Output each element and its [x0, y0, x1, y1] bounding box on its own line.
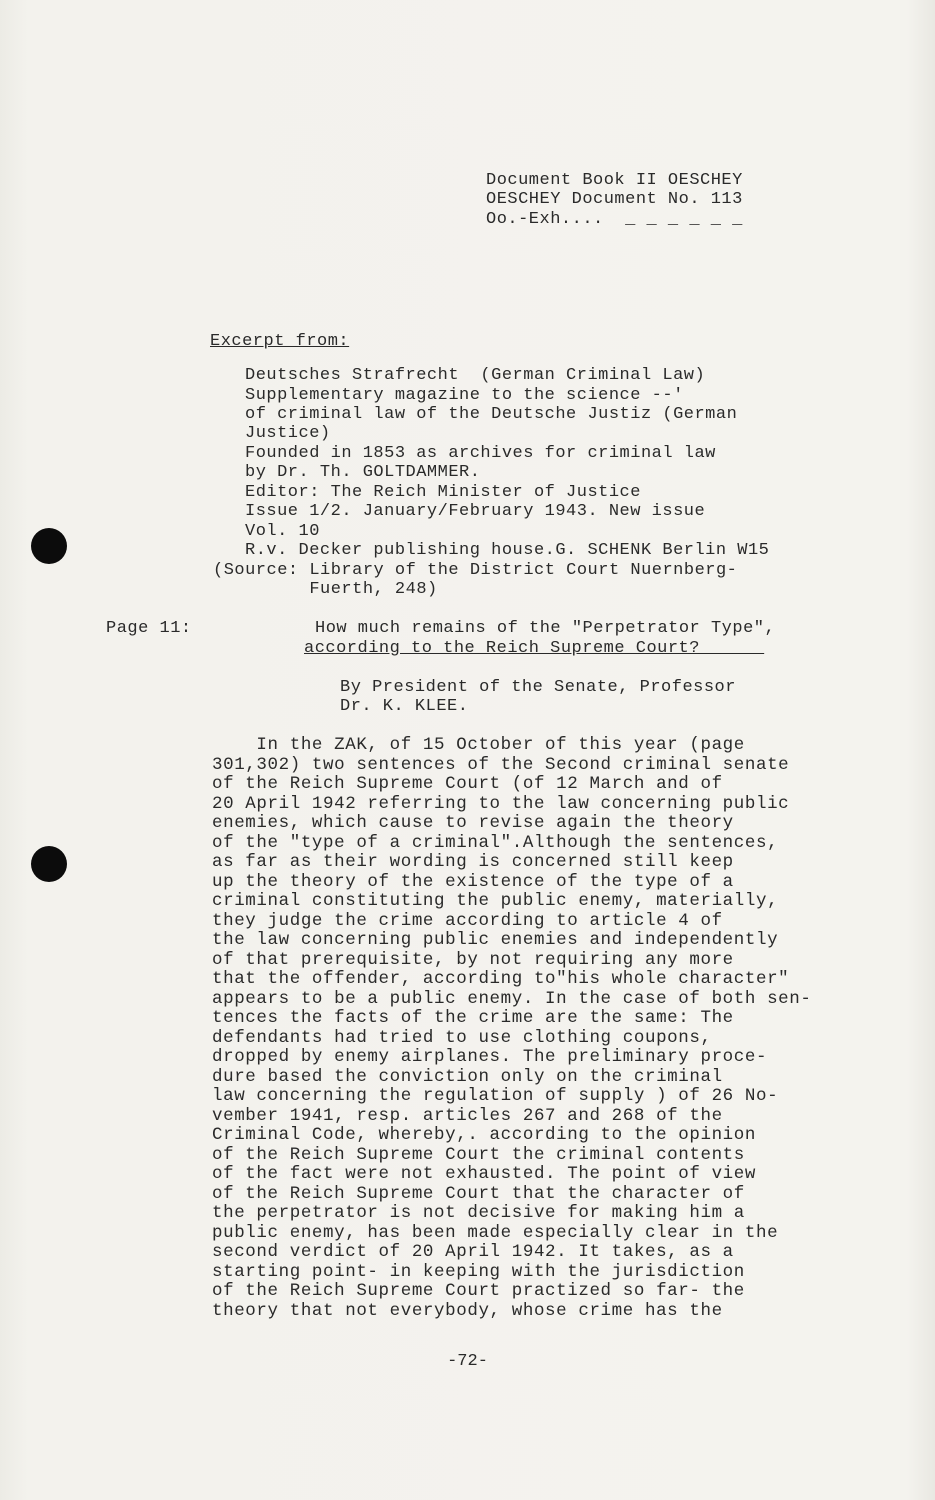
body-line: 301,302) two sentences of the Second criminal senate	[212, 754, 790, 775]
body-line: of that prerequisite, by not requiring any more	[212, 949, 734, 970]
body-line: of the Reich Supreme Court the criminal contents	[212, 1144, 745, 1165]
title-line: according to the Reich Supreme Court? _ _ _	[304, 639, 765, 658]
body-line: they judge the crime according to article 4 of	[212, 910, 723, 931]
body-line: enemies, which cause to revise again the theory	[212, 813, 734, 833]
byline-line: By President of the Senate, Professor	[340, 678, 736, 697]
title-line: How much remains of the "Perpetrator Type",	[315, 619, 776, 638]
body-line: of the fact were not exhausted. The point of view	[212, 1164, 756, 1184]
body-line: dure based the conviction only on the criminal	[212, 1066, 723, 1087]
excerpt-label: Excerpt from:	[210, 332, 350, 351]
source-line: Issue 1/2. January/February 1943. New issue	[245, 502, 706, 521]
source-line: Vol. 10	[245, 522, 320, 541]
body-line: of the Reich Supreme Court (of 12 March and of	[212, 774, 723, 794]
source-line: of criminal law of the Deutsche Justiz (German	[245, 405, 738, 424]
source-line: Deutsches Strafrecht (German Criminal Law)	[245, 366, 706, 385]
body-line: public enemy, has been made especially clear in the	[212, 1222, 779, 1243]
source-line: Editor: The Reich Minister of Justice	[245, 483, 641, 502]
source-line: Justice)	[245, 424, 331, 443]
body-line: criminal constituting the public enemy, materially,	[212, 891, 779, 911]
body-line: defendants had tried to use clothing coupons,	[212, 1027, 712, 1048]
body-line: that the offender, according to"his whole character"	[212, 969, 790, 989]
source-line: (Source: Library of the District Court Nuernberg-	[213, 561, 738, 580]
header-line: Oo.-Exh.... _ _ _ _ _ _	[486, 210, 743, 229]
body-line: 20 April 1942 referring to the law concerning public	[212, 793, 790, 814]
body-line: of the "type of a criminal".Although the sentences,	[212, 832, 779, 853]
body-line: dropped by enemy airplanes. The preliminary proce-	[212, 1047, 768, 1067]
body-line: up the theory of the existence of the type of a	[212, 871, 734, 892]
byline-line: Dr. K. KLEE.	[340, 697, 469, 716]
source-line: Founded in 1853 as archives for criminal law	[245, 444, 716, 463]
body-line: as far as their wording is concerned still keep	[212, 852, 734, 872]
body-line: Criminal Code, whereby,. according to the opinion	[212, 1125, 756, 1145]
body-line: In the ZAK, of 15 October of this year (page	[212, 735, 745, 755]
source-line: Fuerth, 248)	[213, 580, 438, 599]
body-line: starting point- in keeping with the jurisdiction	[212, 1261, 745, 1282]
source-line: by Dr. Th. GOLTDAMMER.	[245, 463, 481, 482]
page-number: -72-	[447, 1352, 488, 1371]
punch-hole-bottom	[31, 846, 67, 882]
punch-hole-top	[31, 528, 67, 564]
header-line: OESCHEY Document No. 113	[486, 190, 743, 209]
source-line: R.v. Decker publishing house.G. SCHENK Berlin W15	[245, 541, 770, 560]
body-line: appears to be a public enemy. In the case of both sen-	[212, 988, 812, 1009]
body-line: law concerning the regulation of supply ) of 26 No-	[212, 1086, 779, 1106]
body-line: vember 1941, resp. articles 267 and 268 of the	[212, 1105, 723, 1126]
body-line: the perpetrator is not decisive for making him a	[212, 1203, 745, 1223]
page-reference: Page 11:	[106, 619, 192, 638]
source-line: Supplementary magazine to the science --'	[245, 386, 684, 405]
header-line: Document Book II OESCHEY	[486, 171, 743, 190]
body-line: second verdict of 20 April 1942. It takes, as a	[212, 1242, 734, 1262]
body-line: tences the facts of the crime are the same: The	[212, 1008, 734, 1028]
body-line: of the Reich Supreme Court practized so far- the	[212, 1281, 745, 1301]
body-line: theory that not everybody, whose crime has the	[212, 1300, 723, 1321]
body-line: the law concerning public enemies and independently	[212, 930, 779, 950]
body-line: of the Reich Supreme Court that the character of	[212, 1183, 745, 1204]
